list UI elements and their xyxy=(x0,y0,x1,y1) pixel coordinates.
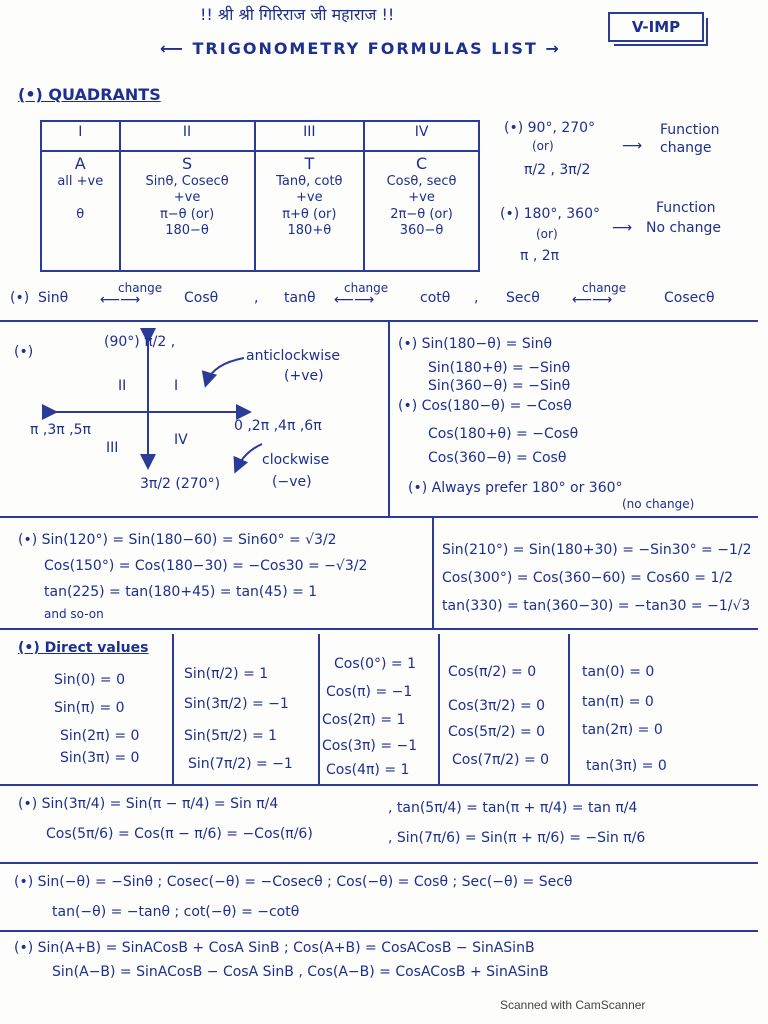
note-90-or: (or) xyxy=(532,139,554,153)
quadrant-numeral: I xyxy=(41,121,120,151)
note-180-result2: No change xyxy=(646,220,722,236)
quadrant-letter: C xyxy=(415,154,428,173)
quadrant-positive: Sinθ, Cosecθ xyxy=(145,174,229,189)
direct-value: Sin(π/2) = 1 xyxy=(184,666,269,682)
radian-formula: , Sin(7π/6) = Sin(π + π/6) = −Sin π/6 xyxy=(388,830,646,846)
direct-value: Cos(2π) = 1 xyxy=(322,712,406,728)
note-90-result: Function xyxy=(660,122,720,138)
quadrant-angle: 2π−θ (or) xyxy=(390,206,453,222)
quadrant-label-iv: IV xyxy=(174,432,188,448)
radian-formula: (•) Sin(3π/4) = Sin(π − π/4) = Sin π/4 xyxy=(18,796,279,812)
direct-value: tan(3π) = 0 xyxy=(586,758,667,774)
identity-line: Sin(180+θ) = −Sinθ xyxy=(428,360,571,376)
quadrant-letter: S xyxy=(181,154,193,173)
direct-value: Cos(0°) = 1 xyxy=(334,656,417,672)
example-left-note: and so-on xyxy=(44,607,104,621)
title-text: TRIGONOMETRY FORMULAS LIST xyxy=(192,39,538,58)
note-180-or: (or) xyxy=(536,227,558,241)
note-180-result: Function xyxy=(656,200,716,216)
identity-note-sub: (no change) xyxy=(622,497,695,511)
clockwise-sign: (−ve) xyxy=(272,474,312,490)
direct-value: Sin(2π) = 0 xyxy=(60,728,140,744)
arrow-right-icon: ⟶ xyxy=(622,138,643,154)
change-from: tanθ xyxy=(284,290,316,306)
quadrant-numeral: III xyxy=(255,121,365,151)
quadrant-angle-deg: 180+θ xyxy=(287,222,332,238)
change-label: change xyxy=(118,281,163,295)
direct-value: Cos(3π) = −1 xyxy=(322,738,418,754)
double-arrow-icon: ⟵⟶ xyxy=(334,292,375,308)
axis-top-label: (90°) π/2 , xyxy=(104,334,176,350)
double-arrow-icon: ⟵⟶ xyxy=(100,292,141,308)
identity-line: (•) Cos(180−θ) = −Cosθ xyxy=(398,398,572,414)
example-right: tan(330) = tan(360−30) = −tan30 = −1/√3 xyxy=(442,598,751,614)
negative-angle-formula: tan(−θ) = −tanθ ; cot(−θ) = −cotθ xyxy=(52,904,300,920)
anticlockwise-sign: (+ve) xyxy=(284,368,324,384)
anticlockwise-label: anticlockwise xyxy=(246,348,341,364)
example-right: Sin(210°) = Sin(180+30) = −Sin30° = −1/2 xyxy=(442,542,752,558)
quadrant-label-iii: III xyxy=(106,440,119,456)
identity-note: (•) Always prefer 180° or 360° xyxy=(408,480,623,496)
direct-value: Sin(7π/2) = −1 xyxy=(188,756,293,772)
direct-value: Cos(7π/2) = 0 xyxy=(452,752,550,768)
quadrant-positive: Cosθ, secθ xyxy=(386,174,457,189)
quadrant-positive: all +ve xyxy=(57,174,104,189)
importance-badge: V-IMP xyxy=(608,12,704,42)
anticlockwise-arrow xyxy=(206,358,244,384)
change-to: cotθ xyxy=(420,290,451,306)
separator-comma: , xyxy=(254,290,259,306)
quadrant-positive-sign: +ve xyxy=(296,190,323,206)
change-label: change xyxy=(344,281,389,295)
note-180-angles: (•) 180°, 360° xyxy=(500,206,600,222)
direct-value: Cos(3π/2) = 0 xyxy=(448,698,546,714)
separator-comma: , xyxy=(474,290,479,306)
quadrant-angle-deg: 360−θ xyxy=(399,222,444,238)
change-from: Secθ xyxy=(506,290,540,306)
quadrant-letter: T xyxy=(304,154,315,173)
note-180-radians: π , 2π xyxy=(520,248,560,264)
quadrant-numeral: IV xyxy=(364,121,479,151)
direct-value: Sin(0) = 0 xyxy=(54,672,126,688)
direct-value: tan(0) = 0 xyxy=(582,664,655,680)
direct-value: Sin(3π) = 0 xyxy=(60,750,140,766)
radian-formula: Cos(5π/6) = Cos(π − π/6) = −Cos(π/6) xyxy=(46,826,313,842)
note-90-radians: π/2 , 3π/2 xyxy=(524,162,591,178)
direct-value: Sin(5π/2) = 1 xyxy=(184,728,278,744)
quadrant-label-i: I xyxy=(174,378,179,394)
quadrant-angle: θ xyxy=(76,206,85,222)
quadrant-angle: π+θ (or) xyxy=(282,206,337,222)
direct-values-heading: (•) Direct values xyxy=(18,640,149,656)
quadrant-label-ii: II xyxy=(118,378,127,394)
quadrant-letter: A xyxy=(74,154,86,173)
direct-value: Cos(π/2) = 0 xyxy=(448,664,537,680)
clockwise-label: clockwise xyxy=(262,452,330,468)
example-right: Cos(300°) = Cos(360−60) = Cos60 = 1/2 xyxy=(442,570,733,586)
compound-angle-formula: Sin(A−B) = SinACosB − CosA SinB , Cos(A−B) = CosACosB + SinASinB xyxy=(52,964,549,980)
scanner-watermark: Scanned with CamScanner xyxy=(500,998,646,1012)
axis-left-label: π ,3π ,5π xyxy=(30,422,91,438)
direct-value: Sin(3π/2) = −1 xyxy=(184,696,289,712)
identity-line: Cos(360−θ) = Cosθ xyxy=(428,450,567,466)
direct-value: tan(2π) = 0 xyxy=(582,722,663,738)
clockwise-arrow xyxy=(236,444,262,470)
invocation-text: !! श्री श्री गिरिराज जी महाराज !! xyxy=(200,5,395,24)
arrow-right-icon: ⟶ xyxy=(612,220,633,236)
change-bullet: (•) xyxy=(10,290,30,306)
negative-angle-formula: (•) Sin(−θ) = −Sinθ ; Cosec(−θ) = −Cosecθ ; Cos(−θ) = Cosθ ; Sec(−θ) = Secθ xyxy=(14,874,573,890)
identity-line: Cos(180+θ) = −Cosθ xyxy=(428,426,579,442)
title-arrow-icon: ⟵ xyxy=(160,39,193,58)
note-90-result2: change xyxy=(660,140,712,156)
direct-value: Cos(5π/2) = 0 xyxy=(448,724,546,740)
example-left: (•) Sin(120°) = Sin(180−60) = Sin60° = √3/2 xyxy=(18,532,337,548)
example-left: tan(225) = tan(180+45) = tan(45) = 1 xyxy=(44,584,318,600)
axis-right-label: 0 ,2π ,4π ,6π xyxy=(234,418,322,434)
change-from: Sinθ xyxy=(38,290,69,306)
radian-formula: , tan(5π/4) = tan(π + π/4) = tan π/4 xyxy=(388,800,638,816)
direct-value: Sin(π) = 0 xyxy=(54,700,125,716)
quadrant-positive: Tanθ, cotθ xyxy=(276,174,343,189)
change-to: Cosecθ xyxy=(664,290,715,306)
axis-bottom-label: 3π/2 (270°) xyxy=(140,476,221,492)
quadrant-positive-sign: +ve xyxy=(408,190,435,206)
example-left: Cos(150°) = Cos(180−30) = −Cos30 = −√3/2 xyxy=(44,558,368,574)
identity-line: Sin(360−θ) = −Sinθ xyxy=(428,378,571,394)
direct-value: Cos(π) = −1 xyxy=(326,684,413,700)
double-arrow-icon: ⟵⟶ xyxy=(572,292,613,308)
note-90-angles: (•) 90°, 270° xyxy=(504,120,596,136)
identity-line: (•) Sin(180−θ) = Sinθ xyxy=(398,336,553,352)
change-to: Cosθ xyxy=(184,290,219,306)
quadrant-angle: π−θ (or) xyxy=(159,206,215,222)
quadrant-positive-sign: +ve xyxy=(173,190,201,206)
quadrant-numeral: II xyxy=(120,121,255,151)
direct-value: tan(π) = 0 xyxy=(582,694,654,710)
title-arrow-right-icon: → xyxy=(537,39,561,58)
compound-angle-formula: (•) Sin(A+B) = SinACosB + CosA SinB ; Cos(A+B) = CosACosB − SinASinB xyxy=(14,940,535,956)
quadrant-angle-deg: 180−θ xyxy=(165,222,209,238)
axes-bullet: (•) xyxy=(14,344,34,360)
direct-value: Cos(4π) = 1 xyxy=(326,762,410,778)
quadrants-heading: (•) QUADRANTS xyxy=(18,85,161,104)
change-label: change xyxy=(582,281,627,295)
